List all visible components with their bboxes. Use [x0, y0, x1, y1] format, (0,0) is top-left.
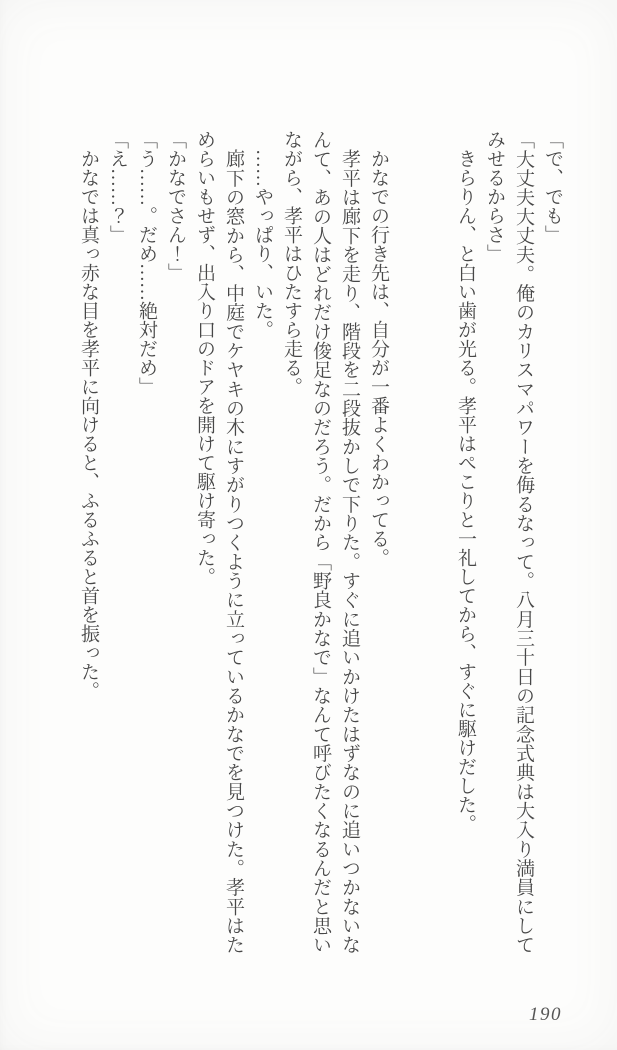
narrative-line: 孝平は廊下を走り、階段を二段抜かしで下りた。すぐに追いかけたはずなのに追いつかないなんて、あの人はどれだけ俊足なのだろう。だから「野良かなで」なんて呼びたくなるんだと思いながら、孝平はひたすら走る。 — [281, 130, 360, 954]
narrative-line: きらりん、と白い歯が光る。孝平はぺこりと一礼してから、すぐに駆けだした。 — [455, 149, 476, 833]
text-block — [74, 130, 567, 954]
narrative-line: 廊下の窓から、中庭でケヤキの木にすがりつくように立っているかなでを見つけた。孝平はためらいもせず、出入り口のドアを開けて駆け寄った。 — [194, 130, 244, 954]
page-number: 190 — [529, 1004, 562, 1025]
narrative-line: かなでは真っ赤な目を孝平に向けると、ふるふると首を振った。 — [78, 149, 99, 700]
narrative-line: ……やっぱり、いた。 — [252, 149, 273, 339]
narrative-line: かなでの行き先は、自分が一番よくわかってる。 — [368, 149, 389, 567]
dialogue-line: 「え……？」 — [107, 130, 128, 244]
dialogue-line: 「で、でも」 — [542, 130, 563, 244]
dialogue-line: 「う……。だめ……絶対だめ」 — [136, 130, 157, 396]
dialogue-line: 「かなでさん！」 — [165, 130, 186, 282]
dialogue-line: 「大丈夫大丈夫。俺のカリスマパワーを侮るなって。八月三十日の記念式典は大入り満員にしてみせるからさ」 — [484, 130, 534, 954]
